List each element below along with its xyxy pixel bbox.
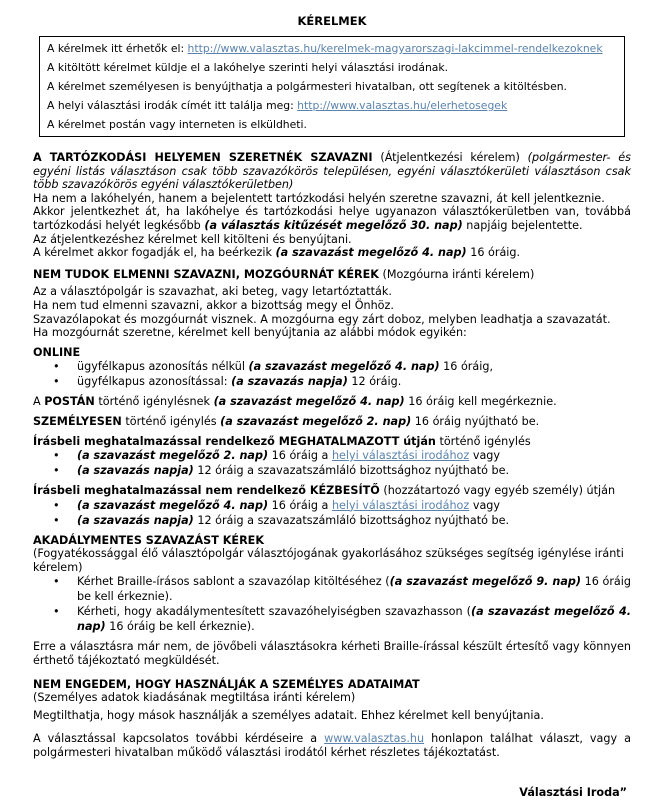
info-box — [39, 36, 625, 137]
online-list — [33, 359, 631, 389]
text: A — [33, 395, 45, 409]
deadline: (a szavazást megelőző 4. nap) — [275, 246, 467, 260]
website-link[interactable]: www.valasztas.hu — [324, 732, 425, 746]
text: történő igénylésnek — [94, 395, 214, 409]
text: 16 óráig be kell érkeznie). — [105, 620, 255, 634]
text: 16 óráig. — [466, 246, 521, 260]
bullet: • — [53, 605, 60, 619]
info-line: A kérelmet postán vagy interneten is elküldheti. — [47, 118, 307, 131]
list-item — [53, 498, 631, 513]
local-office-link[interactable]: helyi választási irodához — [331, 449, 470, 463]
text: Akkor jelentkezhet át, ha lakóhelye és tartózkodási helye ugyanazon választókerületben van, továbbá tartózkodási helyét legkésőbb — [33, 205, 631, 232]
text: Írásbeli meghatalmazással nem rendelkező KÉZBESÍTŐ — [33, 484, 380, 498]
heading-sub: (Mozgóurna iránti kérelem) — [378, 267, 535, 281]
paragraph — [33, 246, 631, 260]
text: vagy — [469, 498, 501, 512]
paragraph: Ha nem a lakóhelyén, hanem a bejelentett tartózkodási helyén szeretne szavazni, át kell jelentkeznie. — [33, 191, 605, 205]
text: napjáig bejelentette. — [462, 218, 583, 232]
paragraph: Megtilthatja, hogy mások használják a személyes adatait. Ehhez kérelmet kell benyújtania. — [33, 708, 544, 722]
page-title: KÉRELMEK — [297, 14, 367, 28]
accessibility-list — [33, 574, 631, 634]
paragraph: Az átjelentkezéshez kérelmet kell kitölteni és benyújtani. — [33, 232, 352, 246]
text: 16 óráig kell megérkeznie. — [404, 395, 557, 409]
section-temporary-address — [33, 151, 631, 260]
deadline: (a szavazás napja) — [77, 464, 194, 478]
text: SZEMÉLYESEN — [33, 414, 122, 428]
deadline: (a szavazást megelőző 4. nap) — [213, 395, 405, 409]
authorized-heading — [33, 435, 631, 449]
text: történő igénylés — [121, 414, 221, 428]
text: 16 óráig nyújtható be. — [411, 414, 540, 428]
section-personal-data — [33, 678, 631, 723]
text: A választással kapcsolatos további kérdéseire a — [33, 732, 325, 746]
text: 16 óráig a — [268, 498, 332, 512]
list-item — [53, 604, 631, 634]
list-item — [53, 574, 631, 604]
info-text: A helyi választási irodák címét itt találja meg: — [47, 99, 298, 112]
section-accessible-voting — [33, 534, 631, 668]
bullet: • — [53, 498, 60, 512]
list-item — [53, 448, 631, 463]
info-line: A kérelmet személyesen is benyújthatja a polgármesteri hivatalban, ott segítenek a kitöltésben. — [47, 80, 567, 93]
deadline: (a szavazást megelőző 4. nap) — [77, 498, 269, 512]
text: 16 óráig be kell érkeznie). — [77, 575, 631, 604]
section-heading: AKADÁLYMENTES SZAVAZÁST KÉREK — [33, 533, 264, 547]
paragraph: Ha nem tud elmenni szavazni, akkor a bizottság megy el Önhöz. — [33, 298, 394, 312]
info-line — [40, 96, 624, 115]
bullet: • — [53, 375, 60, 389]
signature: Választási Iroda” — [519, 785, 627, 799]
section-mobile-ballot-box — [33, 268, 631, 528]
deadline: (a szavazás napja) — [77, 513, 194, 527]
bullet: • — [53, 464, 60, 478]
text: Kérhet Braille-írásos sablont a szavazólap kitöltéséhez ( — [77, 575, 390, 589]
paragraph: Ha mozgóurnát szeretne, kérelmet kell benyújtania az alábbi módok egyikén: — [33, 326, 467, 340]
text: (hozzátartozó vagy egyéb személy) útján — [379, 484, 616, 498]
paragraph: Az a választópolgár is szavazhat, aki beteg, vagy letartóztatták. — [33, 285, 392, 299]
requests-link[interactable]: http://www.valasztas.hu/kerelmek-magyarorszagi-lakcimmel-rendelkezoknek — [187, 42, 603, 55]
footer-paragraph — [33, 732, 631, 759]
courier-heading — [33, 484, 631, 498]
courier-list — [33, 498, 631, 528]
section-heading: NEM ENGEDEM, HOGY HASZNÁLJÁK A SZEMÉLYES ADATAIMAT — [33, 677, 420, 691]
paragraph: Erre a választásra már nem, de jövőbeli választásokra kérheti Braille-írással készült értesítő vagy könnyen érthető tájékoztató megküldését. — [33, 640, 631, 668]
list-item — [53, 463, 631, 478]
text: ügyfélkapus azonosítás nélkül — [77, 360, 249, 374]
text: 16 óráig, — [439, 360, 494, 374]
text: POSTÁN — [44, 395, 95, 409]
online-heading: ONLINE — [33, 345, 81, 359]
deadline: (a szavazást megelőző 4. nap) — [248, 360, 440, 374]
list-item — [53, 359, 631, 374]
contacts-link[interactable]: http://www.valasztas.hu/elerhetosegek — [297, 99, 508, 112]
text: A kérelmet akkor fogadják el, ha beérkezik — [33, 246, 276, 260]
deadline: (a szavazást megelőző 4. nap) — [77, 605, 631, 634]
deadline: (a szavazás napja) — [231, 375, 348, 389]
local-office-link[interactable]: helyi választási irodához — [331, 498, 470, 512]
footer — [33, 732, 631, 799]
text: 12 óráig. — [347, 375, 402, 389]
text: Kérheti, hogy akadálymentesített szavazóhelyiségben szavazhasson ( — [77, 605, 471, 619]
paragraph: Szavazólapokat és mozgóurnát visznek. A mozgóurna egy zárt doboz, melyben leadhatja a szavazatát. — [33, 312, 611, 326]
text: történő igénylés — [435, 434, 531, 448]
section-heading — [33, 268, 631, 282]
bullet: • — [53, 575, 60, 589]
post-paragraph — [33, 395, 631, 409]
text: Írásbeli meghatalmazással rendelkező MEGHATALMAZOTT útján — [33, 434, 436, 448]
document-page — [33, 0, 631, 799]
bullet: • — [53, 449, 60, 463]
info-text: A kérelmek itt érhetők el: — [47, 42, 188, 55]
text: 12 óráig a szavazatszámláló bizottsághoz nyújtható be. — [193, 464, 510, 478]
section-subheading: (Személyes adatok kiadásának megtiltása iránti kérelem) — [33, 691, 356, 705]
section-subheading: (Fogyatékossággal élő választópolgár választójogának gyakorlásához szükséges segítség igénylése iránti kérelem) — [33, 547, 624, 574]
info-line — [40, 39, 624, 58]
text: 12 óráig a szavazatszámláló bizottsághoz nyújtható be. — [193, 513, 510, 527]
list-item — [53, 513, 631, 528]
deadline: (a szavazást megelőző 9. nap) — [389, 575, 581, 589]
deadline: (a szavazást megelőző 2. nap) — [220, 414, 412, 428]
deadline: (a választás kitűzését megelőző 30. nap) — [204, 218, 463, 232]
bullet: • — [53, 360, 60, 374]
text: ügyfélkapus azonosítással: — [77, 375, 232, 389]
info-line: A kitöltött kérelmet küldje el a lakóhelye szerinti helyi választási irodának. — [47, 61, 449, 74]
paragraph — [33, 205, 631, 232]
heading-text: A TARTÓZKODÁSI HELYEMEN SZERETNÉK SZAVAZNI — [33, 151, 373, 164]
bullet: • — [53, 513, 60, 527]
deadline: (a szavazást megelőző 2. nap) — [77, 449, 269, 463]
section-heading — [33, 151, 631, 192]
text: 16 óráig a — [268, 449, 332, 463]
authorized-list — [33, 448, 631, 478]
text: honlapon találhat választ, vagy a polgármesteri hivatalban működő választási irodától kérhet részletes tájékoztatást. — [33, 732, 631, 760]
heading-text: NEM TUDOK ELMENNI SZAVAZNI, MOZGÓURNÁT KÉREK — [33, 267, 379, 281]
list-item — [53, 374, 631, 389]
text: vagy — [469, 449, 501, 463]
heading-sub: (Átjelentkezési kérelem) — [372, 151, 528, 164]
heading-note: (polgármester- és egyéni listás választáson csak több szavazókörös településen, egyéni választókerületi választáson csak több szavazókörös egyéni választókerületben) — [33, 151, 631, 192]
personal-paragraph — [33, 415, 631, 429]
